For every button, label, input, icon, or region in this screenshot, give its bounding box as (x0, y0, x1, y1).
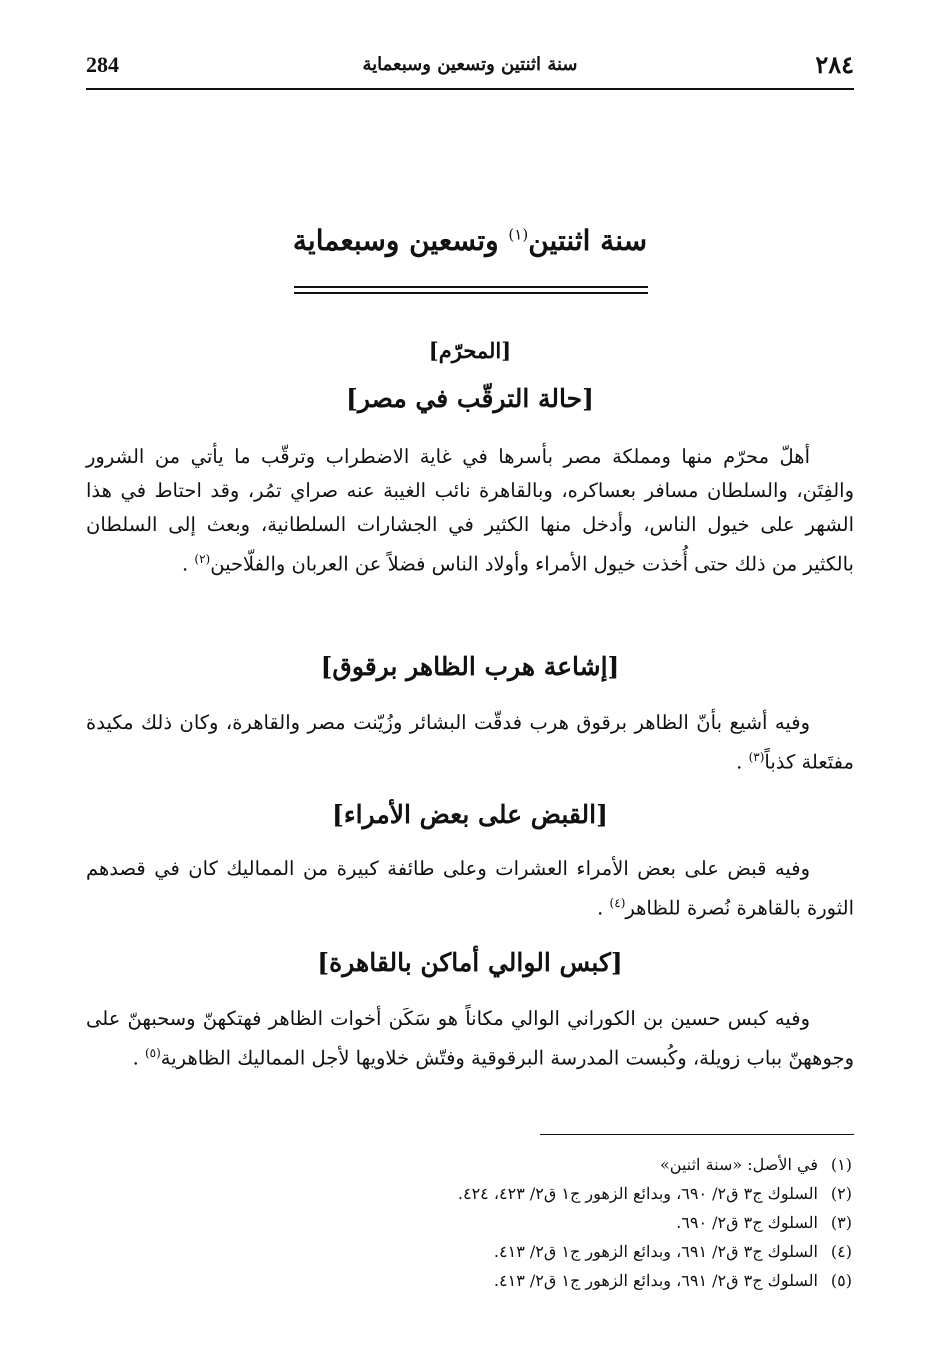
footnote-number: (٥) (830, 1271, 852, 1290)
running-title: سنة اثنتين وتسعين وسبعماية (362, 54, 578, 75)
footnote-text: السلوك ج٣ ق٢/ ٦٩١، وبدائع الزهور ج١ ق٢/ ٤١٣. (493, 1271, 818, 1290)
footnote-ref: (٤) (609, 896, 626, 910)
page-number-latin: 284 (86, 52, 119, 77)
footnote-number: (٤) (830, 1242, 852, 1261)
section-heading: [إشاعة هرب الظاهر برقوق] (320, 652, 620, 681)
paragraph-end: . (597, 896, 610, 920)
section-heading: [حالة الترقّب في مصر] (346, 384, 594, 413)
paragraph-end: . (181, 552, 195, 576)
footnotes (86, 1150, 854, 1295)
section-paragraph (86, 440, 854, 582)
month-heading: [المحرّم] (428, 338, 512, 363)
footnote-text: في الأصل: «سنة اثنين» (659, 1155, 818, 1174)
paragraph-text: وفيه كبس حسين بن الكوراني الوالي مكاناً هو سَكَن أخوات الظاهر فهتكهنّ وسحبهنّ على وجوههنّ بباب زويلة، وكُبست المدرسة البرقوقية وفتّش خلاويها لأجل المماليك الظاهرية (86, 1007, 854, 1070)
page-header (86, 48, 854, 90)
footnote-item (86, 1179, 852, 1208)
page-number-arabic: ٢٨٤ (815, 50, 854, 79)
footnote-separator (540, 1134, 854, 1135)
footnote-item (86, 1237, 852, 1266)
footnote-text: السلوك ج٣ ق٢/ ٦٩٠، وبدائع الزهور ج١ ق٢/ ٤٢٣، ٤٢٤. (457, 1184, 818, 1203)
footnote-ref: (٢) (194, 552, 211, 566)
section-paragraph (86, 706, 854, 780)
chapter-title-text-before: سنة اثنتين (528, 224, 648, 257)
footnote-ref: (٣) (748, 750, 765, 764)
footnote-text: السلوك ج٣ ق٢/ ٦٩٠. (676, 1213, 818, 1232)
title-double-rule (294, 286, 648, 294)
paragraph-text: وفيه قبض على بعض الأمراء العشرات وعلى طائفة كبيرة من المماليك كان في قصدهم الثورة بالقاهرة نُصرة للظاهر (86, 857, 854, 920)
footnote-item (86, 1266, 852, 1295)
footnote-ref: (٥) (144, 1046, 161, 1060)
section-heading: [كبس الوالي أماكن بالقاهرة] (317, 948, 623, 977)
footnote-item (86, 1150, 852, 1179)
footnote-number: (٣) (830, 1213, 852, 1232)
footnote-number: (١) (830, 1155, 852, 1174)
footnote-text: السلوك ج٣ ق٢/ ٦٩١، وبدائع الزهور ج١ ق٢/ ٤١٣. (493, 1242, 818, 1261)
section-paragraph (86, 852, 854, 926)
section-paragraph (86, 1002, 854, 1076)
section-heading: [القبض على بعض الأمراء] (332, 800, 608, 829)
paragraph-end: . (132, 1046, 145, 1070)
chapter-title-text-after: وتسعين وسبعماية (292, 224, 509, 257)
footnote-ref: (١) (508, 225, 529, 244)
paragraph-text: أهلّ محرّم منها ومملكة مصر بأسرها في غاية الاضطراب وترقّب ما يأتي من الشرور والفِتَن، والسلطان مسافر بعساكره، وبالقاهرة نائب الغيبة عنه صراي تمُر، وقد احتاط في هذا الشهر على خيول الناس، وأدخل منها الكثير في الجشارات السلطانية، وبعث إلى السلطان بالكثير من ذلك حتى أُخذت خيول الأمراء وأولاد الناس فضلاً عن العربان والفلّاحين (86, 445, 854, 576)
footnote-number: (٢) (830, 1184, 852, 1203)
chapter-title (86, 224, 854, 257)
footnote-item (86, 1208, 852, 1237)
paragraph-end: . (736, 750, 749, 774)
paragraph-text: وفيه أشيع بأنّ الظاهر برقوق هرب فدقّت البشائر وزُيّنت مصر والقاهرة، وكان ذلك مكيدة مفتَعلة كذباً (86, 711, 854, 774)
